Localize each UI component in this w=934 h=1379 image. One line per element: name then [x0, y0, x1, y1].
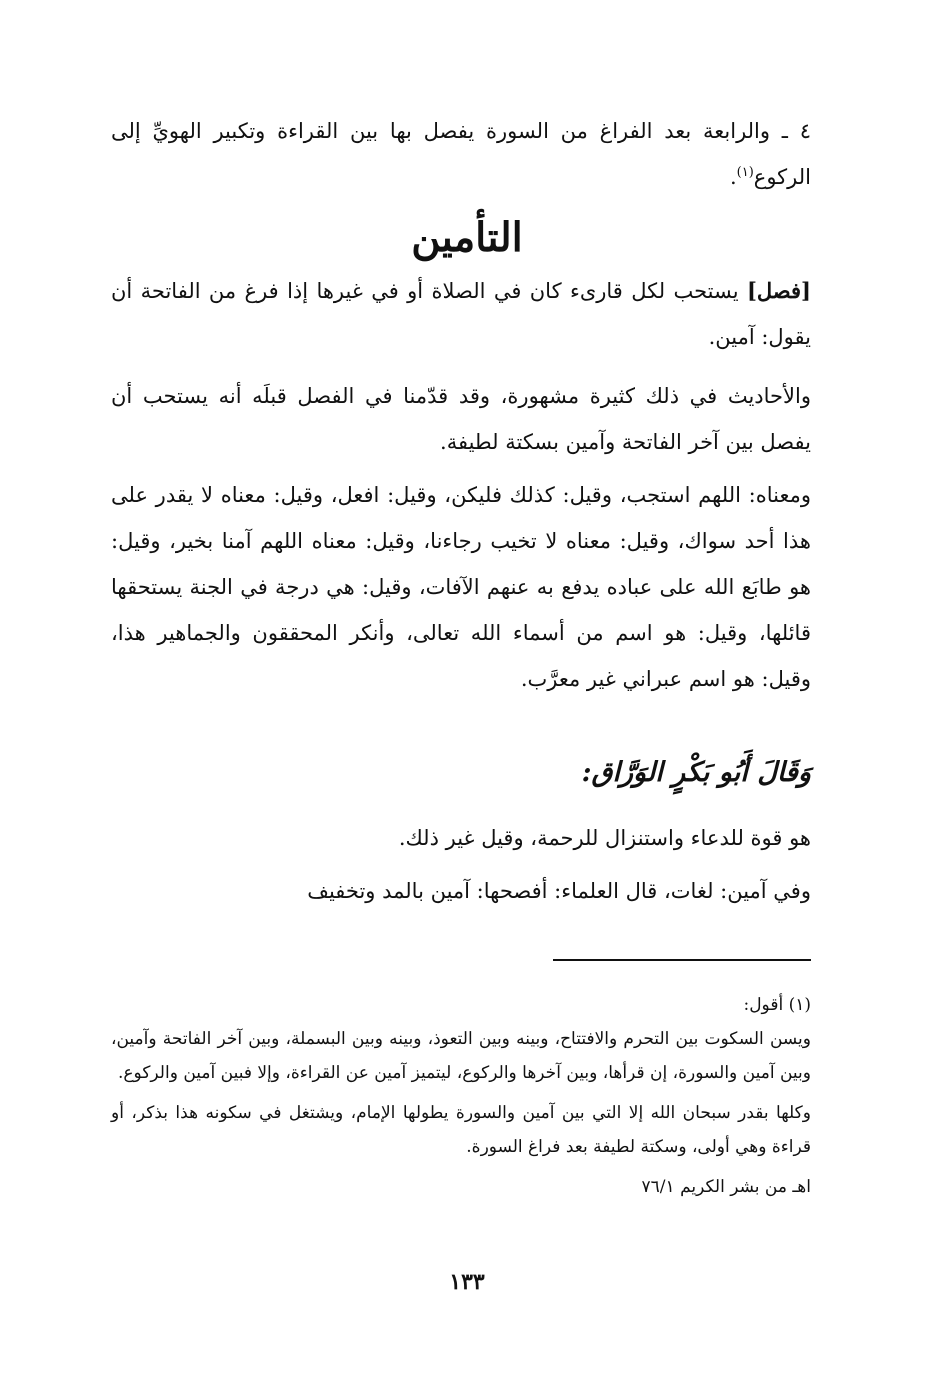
section-title: التأمين [411, 214, 523, 261]
footnotes [111, 988, 811, 1204]
paragraph-meaning: ومعناه: اللهم استجب، وقيل: كذلك فليكن، وقيل: افعل، وقيل: معناه لا يقدر على هذا أحد سواك، وقيل: معناه لا تخيب رجاءنا، وقيل: معناه اللهم آمنا بخير، وقيل: هو طابَع الله على عباده يدفع به عنهم الآفات، وقيل: هي درجة في الجنة يستحقها قائلها، وقيل: هو اسم من أسماء الله تعالى، وأنكر المحققون والجماهير هذا، وقيل: هو اسم عبراني غير معرَّب. [111, 483, 811, 691]
paragraph-fasl [111, 268, 811, 360]
quote-heading: وَقَالَ أَبُو بَكْرٍ الوَرَّاق: [581, 757, 811, 788]
paragraph-text: يستحب لكل قارىء كان في الصلاة أو في غيرها إذا فرغ من الفاتحة أن يقول: آمين. [111, 279, 811, 349]
paragraph-dialects: وفي آمين: لغات، قال العلماء: أفصحها: آمين بالمد وتخفيف [307, 879, 811, 903]
paragraph-text: ٤ ـ والرابعة بعد الفراغ من السورة يفصل بها بين القراءة وتكبير الهويِّ إلى الركوع [111, 119, 811, 189]
paragraph-hadiths: والأحاديث في ذلك كثيرة مشهورة، وقد قدّمنا في الفصل قبلَه أنه يستحب أن يفصل بين آخر الفاتحة وآمين بسكتة لطيفة. [111, 384, 811, 454]
paragraph-end: . [729, 165, 737, 189]
page-number: ١٣٣ [449, 1269, 485, 1295]
paragraph-fourth-pause [111, 108, 811, 200]
paragraph-quote: هو قوة للدعاء واستنزال للرحمة، وقيل غير ذلك. [398, 826, 811, 850]
footnote-divider [553, 959, 811, 961]
footnote-intro: (١) أقول: [743, 995, 811, 1015]
footnote-source: اهـ من بشر الكريم ٧٦/١ [641, 1177, 811, 1197]
footnote-paragraph: ويسن السكوت بين التحرم والافتتاح، وبينه وبين التعوذ، وبينه وبين البسملة، وبين آخر الفاتحة وآمين، وبين آمين والسورة، إن قرأها، وبين آخرها والركوع، ليتميز آمين عن القراءة، وإلا فبين آمين والركوع. [111, 1029, 811, 1083]
footnote-reference[interactable]: (١) [736, 165, 754, 180]
footnote-paragraph: وكلها بقدر سبحان الله إلا التي بين آمين والسورة يطولها الإمام، ويشتغل في سكونه هذا بذكر، أو قراءة وهي أولى، وسكتة لطيفة بعد فراغ السورة. [111, 1103, 811, 1157]
fasl-label: [فصل] [746, 278, 811, 303]
